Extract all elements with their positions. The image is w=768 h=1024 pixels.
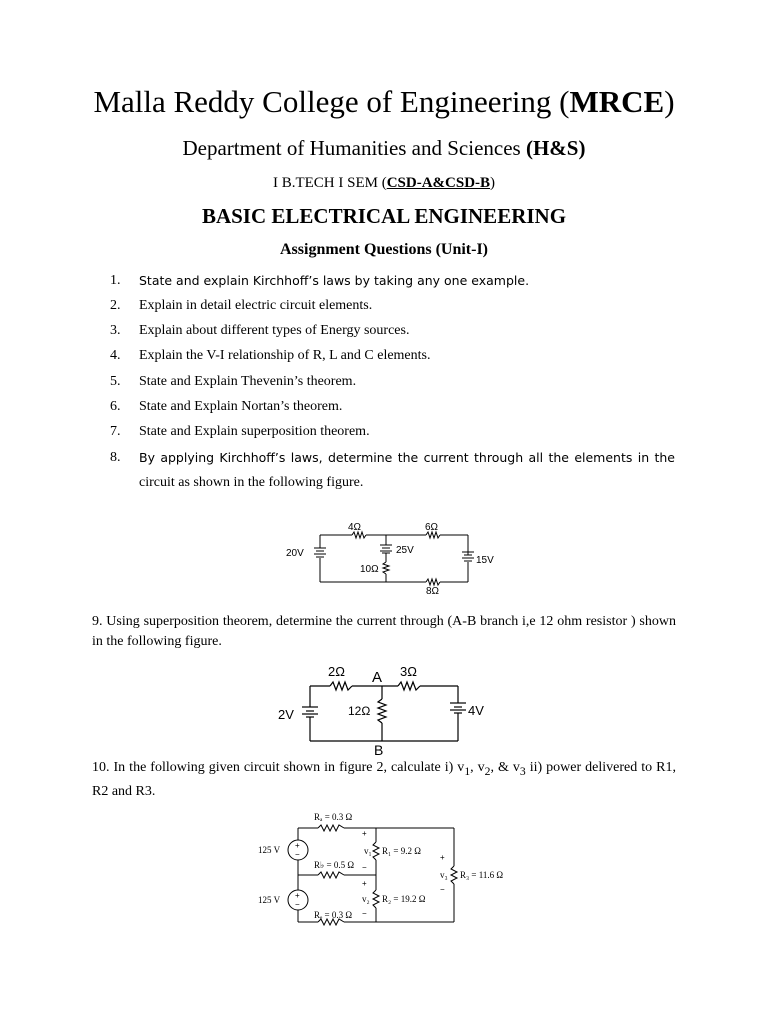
resistor-3ohm bbox=[398, 682, 420, 690]
svg-text:+: + bbox=[295, 891, 300, 900]
svg-text:+: + bbox=[440, 853, 445, 862]
svg-text:−: − bbox=[295, 900, 300, 909]
label-v3: v₃ bbox=[440, 870, 448, 880]
resistor-12ohm bbox=[378, 699, 386, 723]
label-4ohm: 4Ω bbox=[348, 522, 362, 533]
svg-text:−: − bbox=[440, 885, 445, 894]
label-2v: 2V bbox=[278, 707, 294, 722]
unit-heading: Assignment Questions (Unit-I) bbox=[279, 241, 488, 258]
circuit-figure-1 bbox=[280, 518, 530, 598]
label-25v: 25V bbox=[396, 545, 414, 556]
resistor-r1 bbox=[373, 842, 379, 860]
resistor-rb bbox=[318, 872, 344, 878]
circuit-figure-3 bbox=[252, 808, 532, 934]
label-3ohm: 3Ω bbox=[400, 664, 417, 679]
label-8ohm: 8Ω bbox=[426, 586, 440, 597]
resistor-10ohm bbox=[383, 562, 389, 574]
label-rb: R♭ = 0.5 Ω bbox=[314, 860, 355, 870]
node-a-label: A bbox=[372, 669, 383, 686]
resistor-8ohm bbox=[426, 579, 440, 585]
label-source-2: 125 V bbox=[258, 895, 281, 905]
svg-text:+: + bbox=[362, 829, 367, 838]
resistor-r2 bbox=[373, 890, 379, 908]
label-v2: v₂ bbox=[362, 894, 370, 904]
label-ra: Rₐ = 0.3 Ω bbox=[314, 812, 353, 822]
svg-text:−: − bbox=[362, 909, 367, 918]
label-20v: 20V bbox=[286, 548, 304, 559]
svg-text:+: + bbox=[362, 879, 367, 888]
label-v1: v₁ bbox=[364, 846, 372, 856]
svg-text:−: − bbox=[362, 863, 367, 872]
label-r2: R₂ = 19.2 Ω bbox=[382, 894, 426, 904]
question-10: 10. In the following given circuit shown in figure 2, calculate i) $v_1$, $v_2$, & $v_3$ ii) power delivered to R1, R2 and R3. bbox=[92, 760, 676, 799]
label-4v: 4V bbox=[468, 703, 484, 718]
label-2ohm: 2Ω bbox=[328, 664, 345, 679]
resistor-2ohm bbox=[330, 682, 352, 690]
circuit-figure-2 bbox=[272, 661, 502, 761]
svg-text:−: − bbox=[295, 850, 300, 859]
node-b-label: B bbox=[374, 742, 384, 758]
label-r1: R₁ = 9.2 Ω bbox=[382, 846, 421, 856]
label-r3: R₃ = 11.6 Ω bbox=[460, 870, 504, 880]
department-line: Department of Humanities and Sciences (H&S) bbox=[182, 136, 586, 160]
label-12ohm: 12Ω bbox=[348, 704, 371, 718]
label-6ohm: 6Ω bbox=[425, 522, 439, 533]
semester-line: I B.TECH I SEM (CSD-A&CSD-B) bbox=[272, 175, 496, 191]
svg-text:+: + bbox=[295, 841, 300, 850]
resistor-r3 bbox=[451, 866, 457, 884]
resistor-ra bbox=[318, 825, 344, 831]
label-10ohm: 10Ω bbox=[360, 564, 379, 575]
question-9: 9. Using superposition theorem, determine the current through (A-B branch i,e 12 ohm resistor ) shown in the following figure. bbox=[92, 614, 676, 649]
label-source-1: 125 V bbox=[258, 845, 281, 855]
label-15v: 15V bbox=[476, 555, 494, 566]
subject-title: BASIC ELECTRICAL ENGINEERING bbox=[201, 204, 567, 228]
label-rc: Rₑ = 0.3 Ω bbox=[314, 910, 353, 920]
page-title: Malla Reddy College of Engineering (MRCE) bbox=[93, 84, 675, 119]
